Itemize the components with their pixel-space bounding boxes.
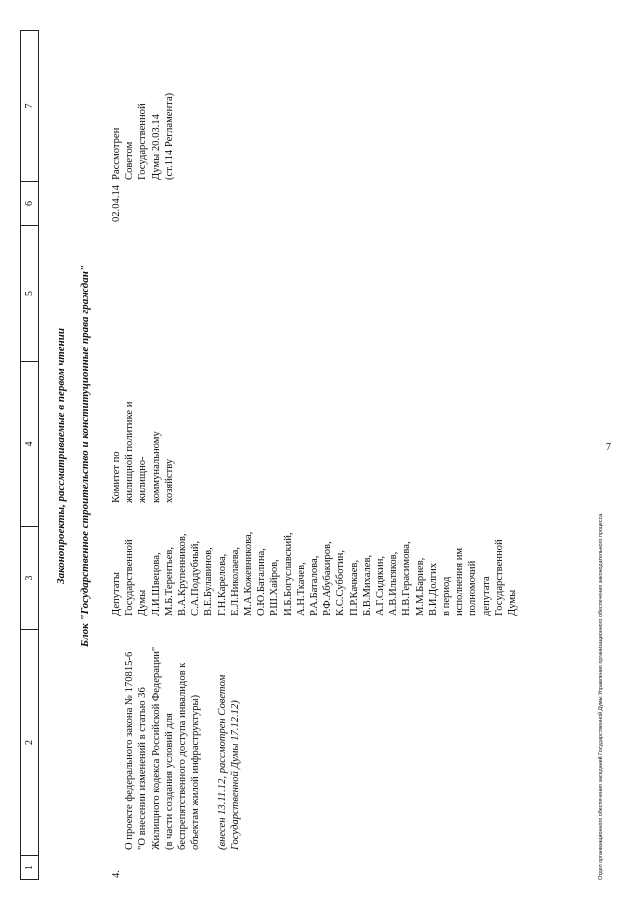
column-header-row bbox=[20, 30, 39, 880]
bill-note: (внесен 13.11.12, рассмотрен Советом Государственной Думы 17.12.12) bbox=[216, 674, 241, 850]
initiators-cell: Депутаты Государственной Думы Л.И.Швецова, М.Б.Терентьев, В.А.Крупенников, С.А.Поддубный, В.Е.Булавинов, Г.Н.Карелова, Е.Л.Николаева, М.А.Кожевникова, О.Ю.Баталина, Р.Ш.Хайров, И.Б.Богуславский, А.Н.Ткачев, Р.А.Баталова, Р.Ф.Абубакиров, К.С.Субботин, П.Р.Качкаев, Б.В.Михалев, А.Г.Сидякин, А.В.Ильтяков, Н.В.Герасимова, М.М.Бариев, В.И.Долгих в период исполнения им полномочий депутата Государственной Думы bbox=[111, 531, 519, 616]
column-header-5: 5 bbox=[21, 225, 38, 361]
rotated-table bbox=[20, 30, 620, 880]
column-header-3: 3 bbox=[21, 526, 38, 629]
footer-note: Отдел организационного обеспечения заседаний Государственной Думы Управления организационного обеспечения законодательного процесса bbox=[598, 513, 604, 880]
date-cell: 02.04.14 bbox=[111, 184, 122, 222]
section-title: Законопроекты, рассматриваемые в первом чтении bbox=[55, 328, 67, 584]
column-header-2: 2 bbox=[21, 629, 38, 855]
column-header-1: 1 bbox=[21, 855, 38, 879]
column-header-7: 7 bbox=[24, 103, 35, 109]
committee-cell: Комитет по жилищной политике и жилищно- коммунальному хозяйству bbox=[111, 401, 175, 503]
status-cell: Рассмотрен Советом Государственной Думы 20.03.14 (ст.114 Регламента) bbox=[111, 92, 175, 180]
row-number: 4. bbox=[111, 870, 122, 878]
column-header-4: 4 bbox=[21, 361, 38, 526]
page-number: 7 bbox=[606, 442, 611, 453]
bill-title: О проекте федерального закона № 170815-6 "О внесении изменений в статью 36 Жилищного кодекса Российской Федерации" (в части создания условий для беспрепятственного доступа инвалидов к объектам жилой инфраструктуры) bbox=[124, 646, 202, 850]
column-header-6: 6 bbox=[21, 181, 38, 225]
bill-cell bbox=[110, 610, 255, 850]
block-title: Блок "Государственное строительство и конституционные права граждан" bbox=[79, 265, 91, 647]
